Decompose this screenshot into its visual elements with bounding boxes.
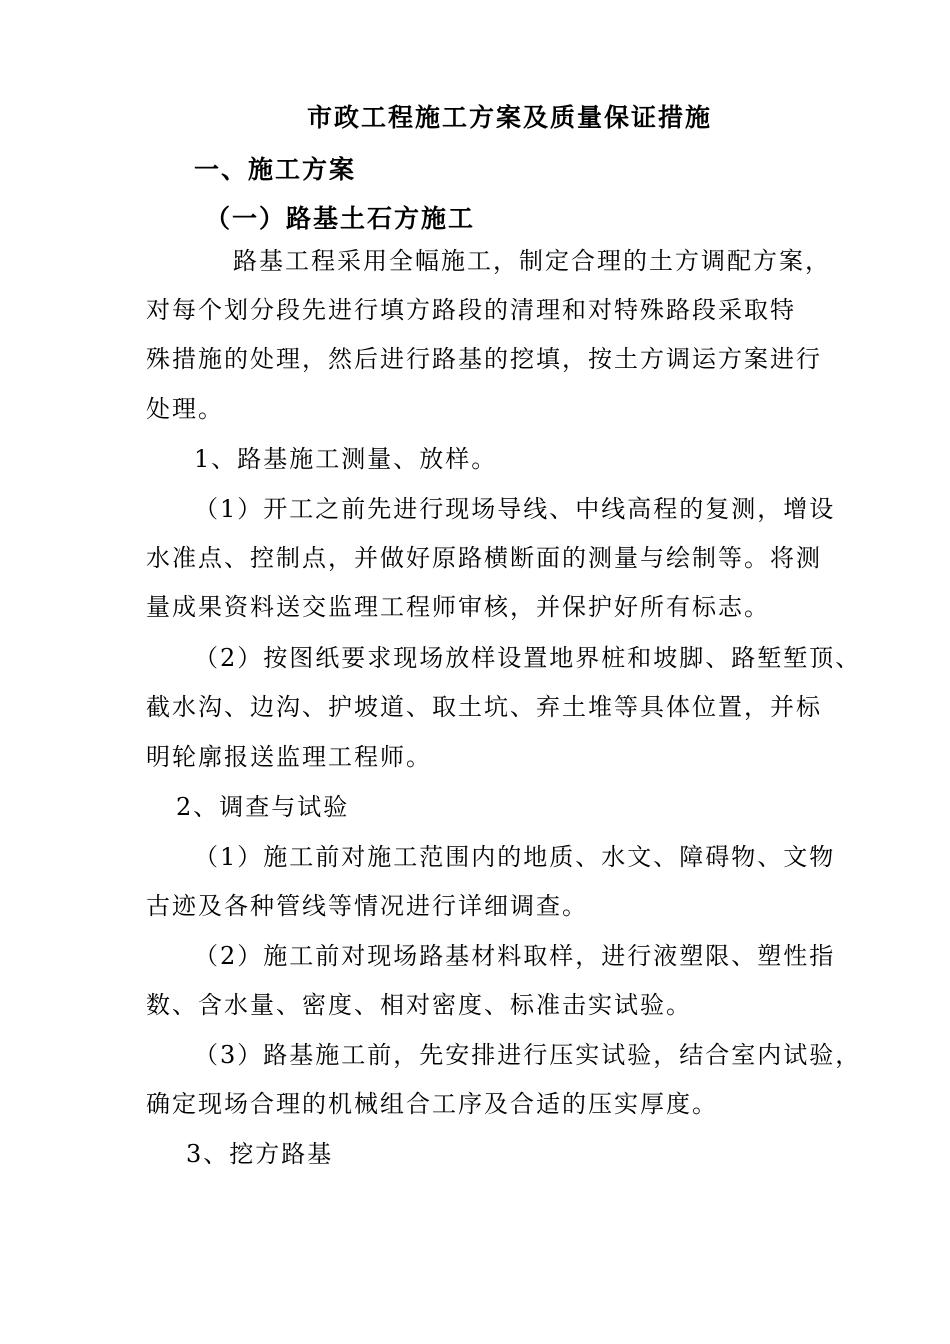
item-heading: 3、挖方路基: [186, 1140, 334, 1168]
paragraph-line: （2）施工前对现场路基材料取样，进行液塑限、塑性指: [194, 942, 836, 970]
paragraph-line: 水准点、控制点，并做好原路横断面的测量与绘制等。将测: [146, 544, 822, 572]
item-heading: 2、调查与试验: [176, 793, 350, 821]
paragraph-line: 对每个划分段先进行填方路段的清理和对特殊路段采取特: [146, 296, 796, 324]
paragraph-line: 量成果资料送交监理工程师审核，并保护好所有标志。: [146, 593, 770, 621]
paragraph-line: 殊措施的处理，然后进行路基的挖填，按土方调运方案进行: [146, 345, 822, 373]
paragraph-line: 确定现场合理的机械组合工序及合适的压实厚度。: [146, 1090, 718, 1118]
section-heading-construction-plan: 一、施工方案: [194, 155, 357, 184]
document-title: 市政工程施工方案及质量保证措施: [307, 103, 713, 132]
subsection-heading-roadbed: （一）路基土石方施工: [205, 204, 476, 233]
paragraph-line: 明轮廓报送监理工程师。: [146, 743, 432, 771]
paragraph-line: （1）施工前对施工范围内的地质、水文、障碍物、文物: [194, 843, 836, 871]
item-heading: 1、路基施工测量、放样。: [194, 445, 498, 473]
paragraph-line: 数、含水量、密度、相对密度、标准击实试验。: [146, 991, 692, 1019]
paragraph-line: （3）路基施工前，先安排进行压实试验，结合室内试验，: [194, 1041, 862, 1069]
paragraph-line: 路基工程采用全幅施工，制定合理的土方调配方案，: [233, 247, 831, 275]
paragraph-line: 截水沟、边沟、护坡道、取土坑、弃土堆等具体位置，并标: [146, 693, 822, 721]
paragraph-line: （1）开工之前先进行现场导线、中线高程的复测，增设: [194, 495, 836, 523]
paragraph-line: 处理。: [146, 395, 224, 423]
paragraph-line: 古迹及各种管线等情况进行详细调查。: [146, 892, 588, 920]
paragraph-line: （2）按图纸要求现场放样设置地界桩和坡脚、路堑堑顶、: [194, 644, 862, 672]
